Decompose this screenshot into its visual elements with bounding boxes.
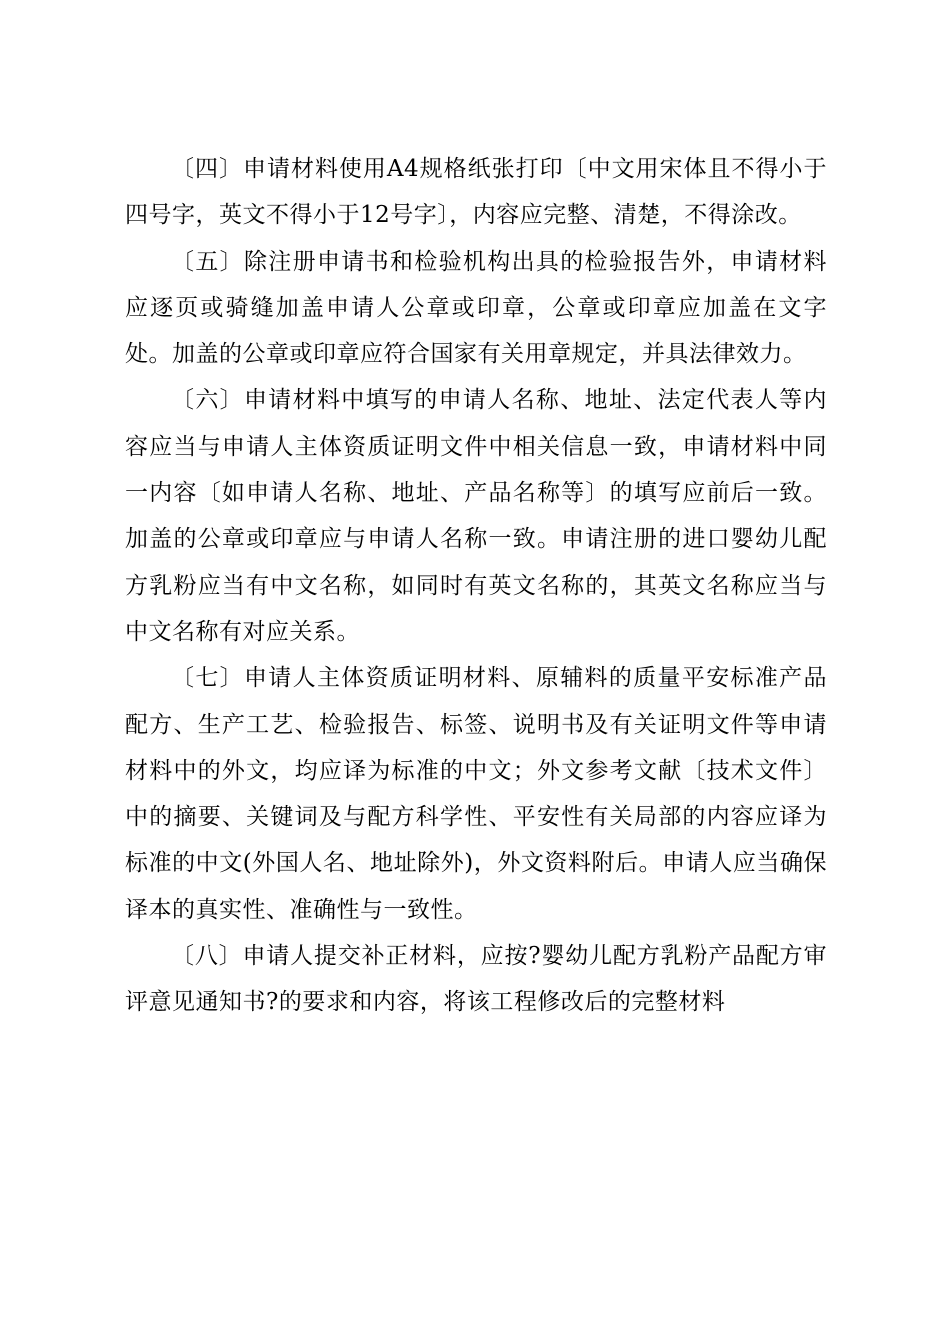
document-body [125, 146, 827, 1026]
paragraph-item-5: 〔五〕除注册申请书和检验机构出具的检验报告外，申请材料应逐页或骑缝加盖申请人公章或印章，公章或印章应加盖在文字处。加盖的公章或印章应符合国家有关用章规定，并具法律效力。 [125, 248, 827, 368]
paragraph-item-8: 〔八〕申请人提交补正材料，应按?婴幼儿配方乳粉产品配方审评意见通知书?的要求和内容，将该工程修改后的完整材料 [125, 943, 827, 1016]
paragraph-item-7: 〔七〕申请人主体资质证明材料、原辅料的质量平安标准产品配方、生产工艺、检验报告、标签、说明书及有关证明文件等申请材料中的外文，均应译为标准的中文；外文参考文献〔技术文件〕中的摘要、关键词及与配方科学性、平安性有关局部的内容应译为标准的中文(外国人名、地址除外)，外文资料附后。申请人应当确保译本的真实性、准确性与一致性。 [125, 665, 827, 923]
paragraph-item-6: 〔六〕申请材料中填写的申请人名称、地址、法定代表人等内容应当与申请人主体资质证明文件中相关信息一致，申请材料中同一内容〔如申请人名称、地址、产品名称等〕的填写应前后一致。加盖的公章或印章应与申请人名称一致。申请注册的进口婴幼儿配方乳粉应当有中文名称，如同时有英文名称的，其英文名称应当与中文名称有对应关系。 [125, 387, 827, 645]
paragraph-item-4: 〔四〕申请材料使用A4规格纸张打印〔中文用宋体且不得小于四号字，英文不得小于12号字〕，内容应完整、清楚，不得涂改。 [125, 156, 827, 229]
